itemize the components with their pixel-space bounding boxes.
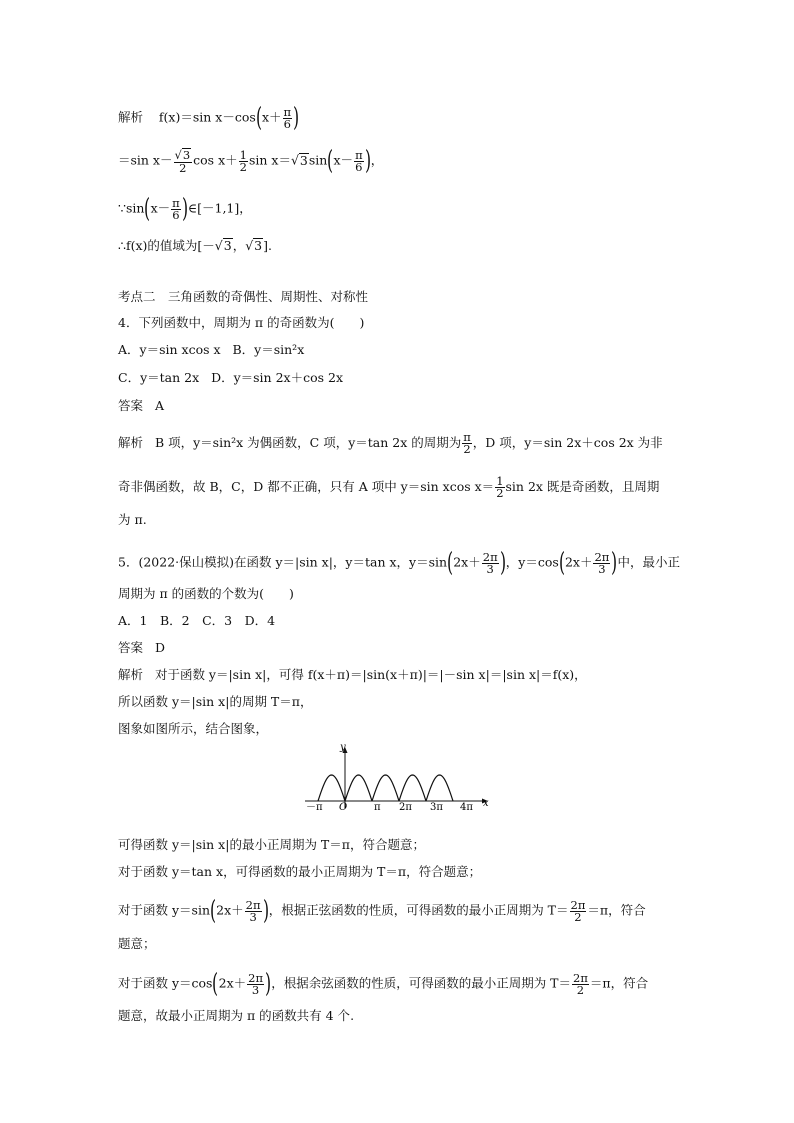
solution3-line4: ∴f(x)的值域为[－√3，√3]. <box>118 238 272 253</box>
q5-answer: 答案 D <box>118 640 165 655</box>
q5-analysis-line2: 所以函数 y＝|sin x|的周期 T＝π， <box>118 694 313 709</box>
q5-analysis-line6: 对于函数 y＝sin(2x＋ $\frac{2\pi}{3}$ )，根据正弦函数的性质，可得函数的最小正周期为 T＝ $\frac{2\pi}{2}$ ＝π，符合 <box>118 896 646 926</box>
q4-analysis-line2: 奇非偶函数，故 B，C，D 都不正确，只有 A 项中 y＝sin xcos x＝ $\frac{1}{2}$ sin 2x 既是奇函数，且周期 <box>118 474 660 500</box>
q5-analysis-line7: 题意； <box>118 936 156 951</box>
q4-options-cd <box>118 370 343 386</box>
q5-options: A．1 B．2 C．3 D．4 <box>118 613 276 628</box>
tick-label: π <box>374 802 381 812</box>
q5-analysis-line5: 对于函数 y＝tan x，可得函数的最小正周期为 T＝π，符合题意； <box>118 864 482 879</box>
y-axis-label: y <box>340 742 346 753</box>
abs-sin-graph <box>300 742 495 812</box>
q5-analysis-line8: 对于函数 y＝cos(2x＋ $\frac{2\pi}{3}$ )，根据余弦函数的性质，可得函数的最小正周期为 T＝ $\frac{2\pi}{2}$ ＝π，符合 <box>118 969 649 999</box>
tick-label: 3π <box>430 802 443 812</box>
q4-option-a: A．y＝sin xcos x <box>118 342 221 357</box>
q4-option-c: C．y＝tan 2x <box>118 370 200 385</box>
q4-answer: 答案 A <box>118 398 164 413</box>
fraction: $\frac{\pi}{6}$ <box>283 104 292 131</box>
q4-options-ab <box>118 342 304 358</box>
tick-label: 2π <box>399 802 412 812</box>
q5-analysis-line3: 图象如图所示，结合图象， <box>118 721 269 736</box>
tick-label: 4π <box>460 802 473 812</box>
q4-stem: 4．下列函数中，周期为 π 的奇函数为( ) <box>118 315 365 330</box>
formula-text: f(x)＝sin x－cos <box>158 109 256 125</box>
q5-stem-line2: 周期为 π 的函数的个数为( ) <box>118 586 294 601</box>
q5-analysis-line1: 解析 对于函数 y＝|sin x|，可得 f(x＋π)＝|sin(x＋π)|＝|－sin x|＝|sin x|＝f(x)， <box>118 667 587 682</box>
q4-option-b: B．y＝sin²x <box>232 342 305 357</box>
solution3-line3: ∵sin(x－ $\frac{\pi}{6}$ )∈[－1,1]， <box>118 194 252 224</box>
q4-option-d: D．y＝sin 2x＋cos 2x <box>211 370 344 385</box>
origin-label: O <box>339 802 348 812</box>
analysis-label: 解析 <box>118 109 144 125</box>
x-axis-label: x <box>483 798 489 809</box>
solution3-line1: 解析 f(x)＝sin x－cos(x＋ $\frac{\pi}{6}$ ) <box>118 103 300 133</box>
q5-analysis-line9: 题意，故最小正周期为 π 的函数共有 4 个. <box>118 1008 355 1023</box>
q5-analysis-line4: 可得函数 y＝|sin x|的最小正周期为 T＝π，符合题意； <box>118 837 425 852</box>
section-title: 考点二 三角函数的奇偶性、周期性、对称性 <box>118 289 369 304</box>
abs-sin-curve <box>318 775 453 801</box>
solution3-line2: ＝sin x－ $\frac{√3}{2}$ cos x＋ $\frac{1}{2}$ sin x＝√3sin(x－ $\frac{\pi}{6}$ )， <box>118 146 384 176</box>
q5-stem-line1: 5．(2022·保山模拟)在函数 y＝|sin x|，y＝tan x，y＝sin(2x＋ $\frac{2\pi}{3}$ )，y＝cos(2x＋ $\frac{2\pi}{3}$ )中，最小正 <box>118 548 681 578</box>
q4-analysis-line3: 为 π. <box>118 512 147 527</box>
tick-label: －π <box>306 802 323 812</box>
q4-analysis-line1: 解析 B 项，y＝sin²x 为偶函数，C 项，y＝tan 2x 的周期为 $\frac{\pi}{2}$ ，D 项，y＝sin 2x＋cos 2x 为非 <box>118 430 663 456</box>
